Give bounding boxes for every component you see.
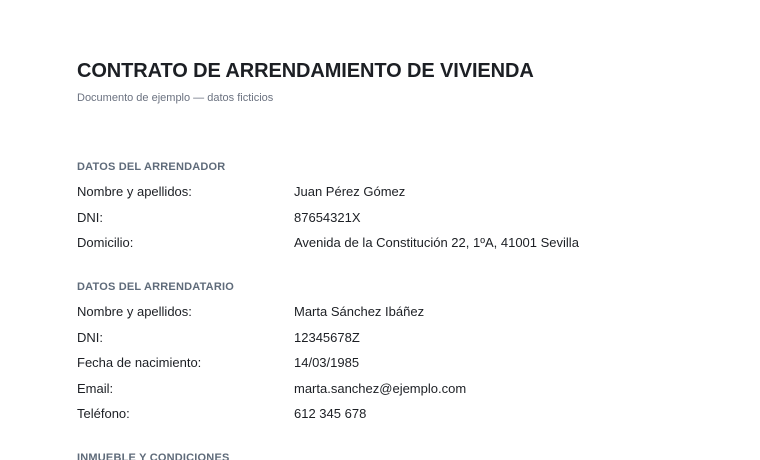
field-row-arrendatario-email xyxy=(77,381,717,407)
field-value: Juan Pérez Gómez xyxy=(294,184,406,199)
field-row-arrendador-dni xyxy=(77,210,717,236)
field-row-arrendatario-nacimiento xyxy=(77,355,717,381)
section-heading-arrendador: DATOS DEL ARRENDADOR xyxy=(77,161,226,173)
document-title: CONTRATO DE ARRENDAMIENTO DE VIVIENDA xyxy=(77,60,534,82)
section-arrendador xyxy=(77,160,717,261)
section-heading-inmueble: INMUEBLE Y CONDICIONES xyxy=(77,452,230,460)
field-value: Marta Sánchez Ibáñez xyxy=(294,304,425,319)
field-value: 12345678Z xyxy=(294,329,360,345)
field-value: 612 345 678 xyxy=(294,406,367,421)
document-subtitle: Documento de ejemplo — datos ficticios xyxy=(77,92,274,104)
field-label: Teléfono: xyxy=(77,406,130,421)
field-value: 87654321X xyxy=(294,209,361,225)
field-label: DNI: xyxy=(77,329,103,345)
field-label: Email: xyxy=(77,380,114,396)
field-row-arrendatario-nombre xyxy=(77,304,717,330)
field-value: 14/03/1985 xyxy=(294,355,360,370)
field-label: Fecha de nacimiento: xyxy=(77,355,202,370)
field-label: Nombre y apellidos: xyxy=(77,184,192,199)
field-value: marta.sanchez@ejemplo.com xyxy=(294,380,467,396)
field-row-arrendatario-dni xyxy=(77,330,717,356)
field-label: Domicilio: xyxy=(77,235,134,250)
field-row-arrendador-nombre xyxy=(77,184,717,210)
section-arrendatario xyxy=(77,280,717,432)
field-value: Avenida de la Constitución 22, 1ºA, 41001 Sevilla xyxy=(294,235,579,250)
section-inmueble xyxy=(77,451,717,460)
field-label: Nombre y apellidos: xyxy=(77,304,192,319)
field-label: DNI: xyxy=(77,209,103,225)
field-row-arrendador-domicilio xyxy=(77,235,717,261)
field-row-arrendatario-telefono xyxy=(77,406,717,432)
section-heading-arrendatario: DATOS DEL ARRENDATARIO xyxy=(77,281,234,293)
